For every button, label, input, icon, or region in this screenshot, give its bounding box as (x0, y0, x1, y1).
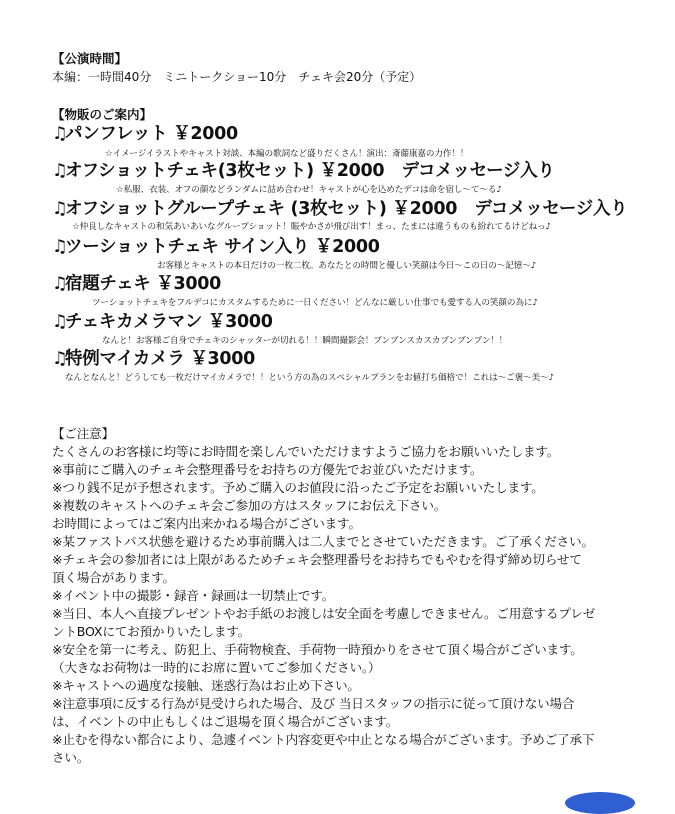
merch-item-desc: ☆私服、衣装、オフの顔などランダムに詰め合わせ！キャストが心を込めたデコは命を宿し〜て〜る♪ (116, 185, 502, 195)
notice-line: ※複数のキャストへのチェキ会ご参加の方はスタッフにお伝え下さい。 (52, 498, 447, 513)
performance-heading: 【公演時間】 (52, 51, 128, 66)
merch-item-desc: ☆イメージイラストやキャスト対談、本編の歌詞など盛りだくさん！演出：斎藤康嘉の力作！！ (105, 149, 469, 159)
merch-item-title (52, 163, 555, 181)
music-note-icon: ♫ (52, 124, 68, 144)
performance-schedule: 本編：一時間40分 ミニトークショー10分 チェキ会20分（予定） (52, 70, 422, 84)
corner-decoration (565, 792, 635, 814)
notice-line: ※某ファストパス状態を避けるため事前購入は二人までとさせていただきます。ご了承ください。 (52, 534, 594, 549)
merch-item-title (52, 201, 627, 219)
merch-item-title (52, 351, 255, 369)
merch-item-desc: お客様とキャストの本日だけの一枚二枚。あなたとの時間と優しい笑顔は今日〜この日の〜記憶〜♪ (157, 261, 537, 271)
notice-line: （大きなお荷物は一時的にお席に置いてご参加ください。） (52, 660, 381, 675)
merch-item-title (52, 276, 221, 294)
notice-line: ※安全を第一に考え、防犯上、手荷物検査、手荷物一時預かりをさせて頂く場合がございます。 (52, 642, 583, 657)
merch-item-title (52, 126, 238, 144)
music-note-icon: ♫ (52, 274, 68, 294)
merch-item-desc: なんと！お客様ご自身でチェキのシャッターが切れる！！瞬間撮影会！ブンブンスカスカブンブンブン！！ (102, 336, 508, 346)
merch-item-title (52, 239, 380, 257)
merch-item-title-text: 特例マイカメラ ￥3000 (65, 349, 256, 369)
notice-line: ※注意事項に反する行為が見受けられた場合、及び 当日スタッフの指示に従って頂けない場合 (52, 696, 575, 711)
merch-item-desc: なんとなんと！どうしても一枚だけマイカメラで！！という方の為のスペシャルプランをお値打ち価格で！これは〜ご褒〜美〜♪ (65, 373, 554, 383)
notice-line: ※キャストへの過度な接触、迷惑行為はお止め下さい。 (52, 678, 360, 693)
notice-line: 頂く場合があります。 (52, 570, 175, 585)
notice-line: ※つり銭不足が予想されます。予めご購入のお値段に沿ったご予定をお願いいたします。 (52, 480, 544, 495)
notice-line: は、イベントの中止もしくはご退場を頂く場合がございます。 (52, 714, 399, 729)
notice-heading: 【ご注意】 (52, 426, 114, 441)
music-note-icon: ♫ (52, 237, 68, 257)
merch-item-title-text: オフショットグループチェキ (3枚セット) ￥2000 デコメッセージ入り (65, 199, 628, 219)
merch-item-desc: ☆仲良しなキャストの和気あいあいなグループショット！賑やかさが飛び出す！まっ、たまには違うものも紛れてるけどねっ♪ (72, 222, 551, 232)
music-note-icon: ♫ (52, 349, 68, 369)
merch-item-title-text: チェキカメラマン ￥3000 (65, 312, 273, 332)
merch-item-title (52, 314, 273, 332)
notice-line: さい。 (52, 750, 90, 765)
notice-line: ※止むを得ない都合により、急遽イベント内容変更や中止となる場合がございます。予めご了承下 (52, 732, 595, 747)
merch-item-title-text: ツーショットチェキ サイン入り ￥2000 (65, 237, 380, 257)
notice-line: ※チェキ会の参加者には上限があるためチェキ会整理番号をお持ちでもやむを得ず締め切らせて (52, 552, 582, 567)
notice-line: ※当日、本人へ直接プレゼントやお手紙のお渡しは安全面を考慮しできません。ご用意するプレゼ (52, 606, 596, 621)
notice-line: たくさんのお客様に均等にお時間を楽しんでいただけますようご協力をお願いいたします。 (52, 444, 560, 459)
music-note-icon: ♫ (52, 199, 68, 219)
merch-item-title-text: オフショットチェキ(3枚セット) ￥2000 デコメッセージ入り (65, 161, 555, 181)
merch-item-title-text: パンフレット ￥2000 (65, 124, 238, 144)
music-note-icon: ♫ (52, 161, 68, 181)
notice-line: ※イベント中の撮影・録音・録画は一切禁止です。 (52, 588, 335, 603)
notice-line: ※事前にご購入のチェキ会整理番号をお持ちの方優先でお並びいただけます。 (52, 462, 483, 477)
merch-item-desc: ツーショットチェキをフルデコにカスタムするために一日ください！どんなに厳しい仕事でも愛する人の笑顔の為に♪ (92, 298, 538, 308)
notice-line: ントBOXにてお預かりいたします。 (52, 624, 251, 639)
merch-item-title-text: 宿題チェキ ￥3000 (65, 274, 221, 294)
merch-heading: 【物販のご案内】 (52, 107, 153, 122)
notice-line: お時間によってはご案内出来かねる場合がございます。 (52, 516, 361, 531)
music-note-icon: ♫ (52, 312, 68, 332)
